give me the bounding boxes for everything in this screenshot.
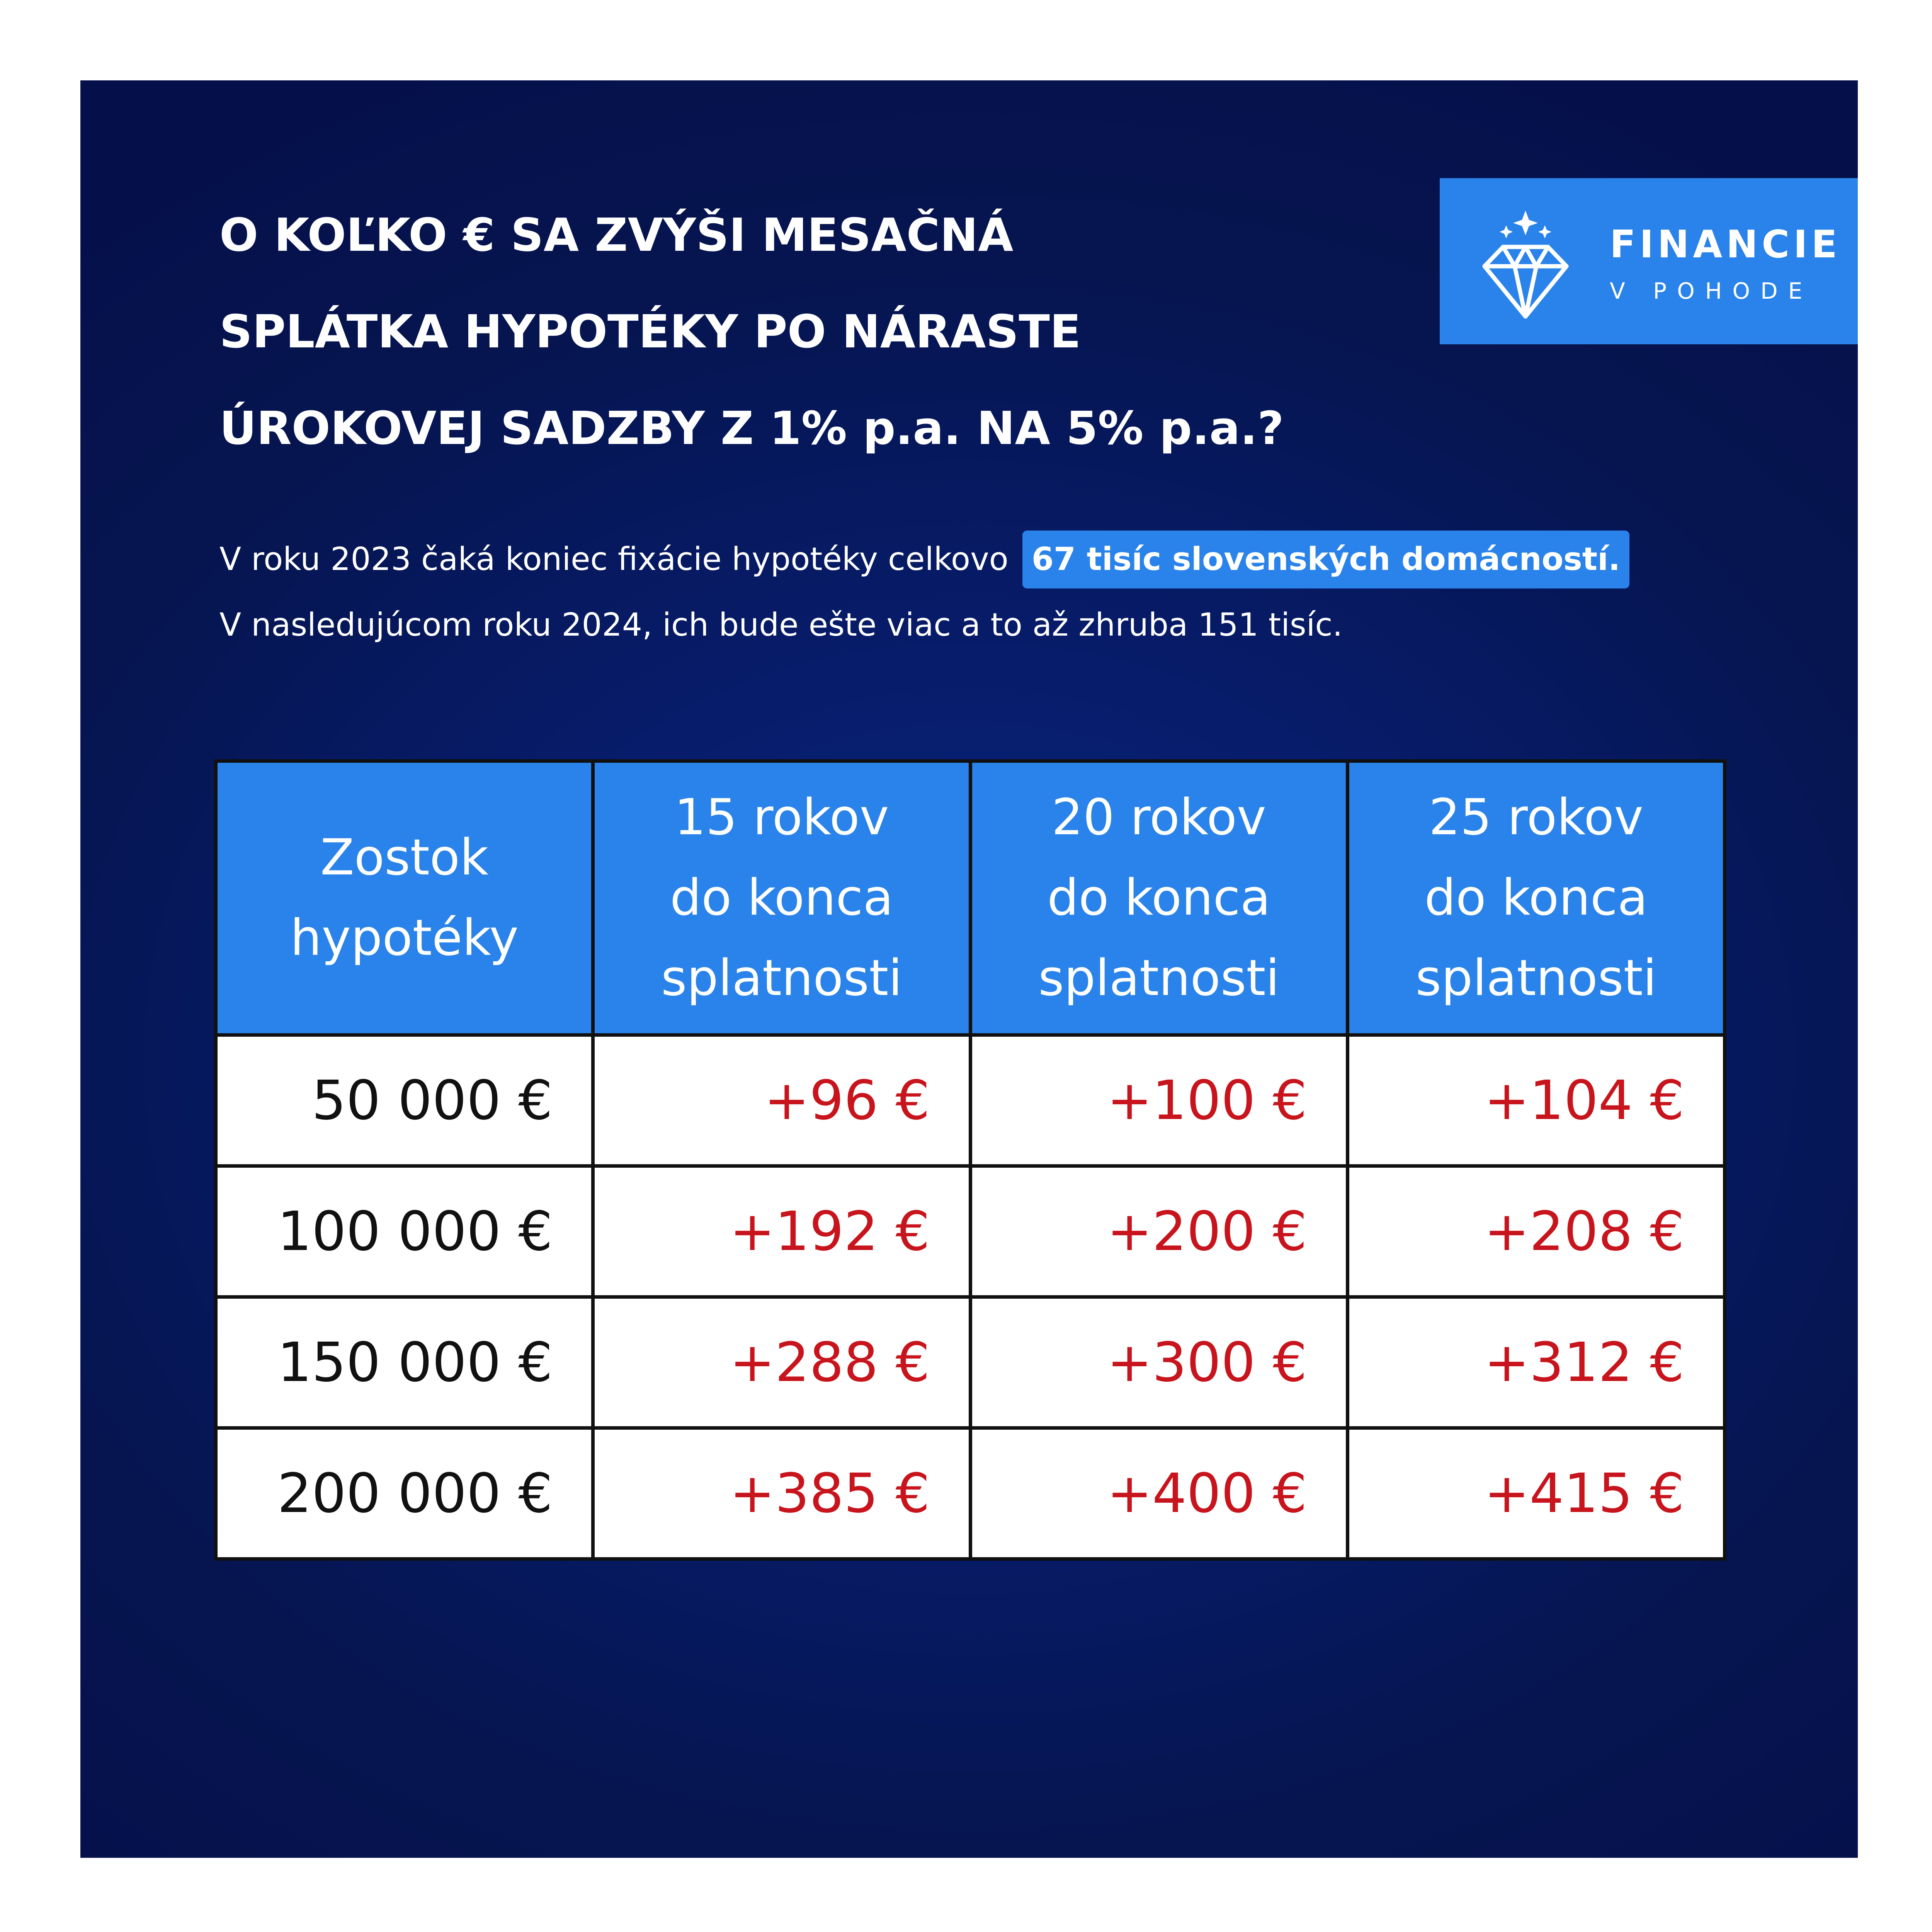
increase-cell: +208 € xyxy=(1347,1166,1725,1297)
headline xyxy=(219,187,1495,476)
increase-cell: +385 € xyxy=(593,1428,970,1559)
header-25-years xyxy=(1347,761,1725,1035)
intro-line-1 xyxy=(219,527,1765,592)
increase-cell: +100 € xyxy=(970,1035,1347,1166)
payment-increase-table xyxy=(214,759,1726,1561)
balance-cell: 50 000 € xyxy=(216,1035,593,1166)
header-remaining-balance xyxy=(216,761,593,1035)
headline-line: SPLÁTKA HYPOTÉKY PO NÁRASTE xyxy=(219,305,1081,358)
increase-cell: +200 € xyxy=(970,1166,1347,1297)
table-row xyxy=(216,1035,1725,1166)
logo-title: FINANCIE xyxy=(1610,223,1841,267)
increase-cell: +312 € xyxy=(1347,1297,1725,1428)
header-line: do konca xyxy=(670,869,893,927)
headline-line: O KOĽKO € SA ZVÝŠI MESAČNÁ xyxy=(219,208,1014,262)
headline-line: ÚROKOVEJ SADZBY Z 1% p.a. NA 5% p.a.? xyxy=(219,401,1284,455)
increase-cell: +400 € xyxy=(970,1428,1347,1559)
header-line: do konca xyxy=(1047,869,1271,927)
header-line: 20 rokov xyxy=(1051,789,1266,846)
increase-cell: +288 € xyxy=(593,1297,970,1428)
increase-cell: +192 € xyxy=(593,1166,970,1297)
balance-cell: 200 000 € xyxy=(216,1428,593,1559)
header-line: 15 rokov xyxy=(674,789,889,846)
header-line: hypotéky xyxy=(290,909,519,967)
balance-cell: 150 000 € xyxy=(216,1297,593,1428)
brand-logo xyxy=(1440,178,1858,344)
intro-line-1-text: V roku 2023 čaká koniec fixácie hypotéky celkovo xyxy=(219,541,1009,578)
header-20-years xyxy=(970,761,1347,1035)
increase-cell: +96 € xyxy=(593,1035,970,1166)
table-row xyxy=(216,1297,1725,1428)
increase-cell: +300 € xyxy=(970,1297,1347,1428)
header-line: 25 rokov xyxy=(1429,789,1644,846)
increase-cell: +104 € xyxy=(1347,1035,1725,1166)
logo-subtitle: V POHODE xyxy=(1610,278,1813,304)
table-row xyxy=(216,1428,1725,1559)
header-line: Zostok xyxy=(320,829,489,886)
infographic-panel xyxy=(80,80,1858,1858)
diamond-with-sparkles-icon xyxy=(1479,208,1572,320)
table-header-row xyxy=(216,761,1725,1035)
header-15-years xyxy=(593,761,970,1035)
header-line: do konca xyxy=(1424,869,1648,927)
header-line: splatnosti xyxy=(1415,949,1657,1007)
header-line: splatnosti xyxy=(1038,949,1280,1007)
intro-text xyxy=(219,527,1765,658)
table-row xyxy=(216,1166,1725,1297)
intro-line-2: V nasledujúcom roku 2024, ich bude ešte viac a to až zhruba 151 tisíc. xyxy=(219,607,1343,643)
header-line: splatnosti xyxy=(661,949,902,1007)
balance-cell: 100 000 € xyxy=(216,1166,593,1297)
intro-highlight: 67 tisíc slovenských domácností. xyxy=(1022,531,1629,588)
increase-cell: +415 € xyxy=(1347,1428,1725,1559)
